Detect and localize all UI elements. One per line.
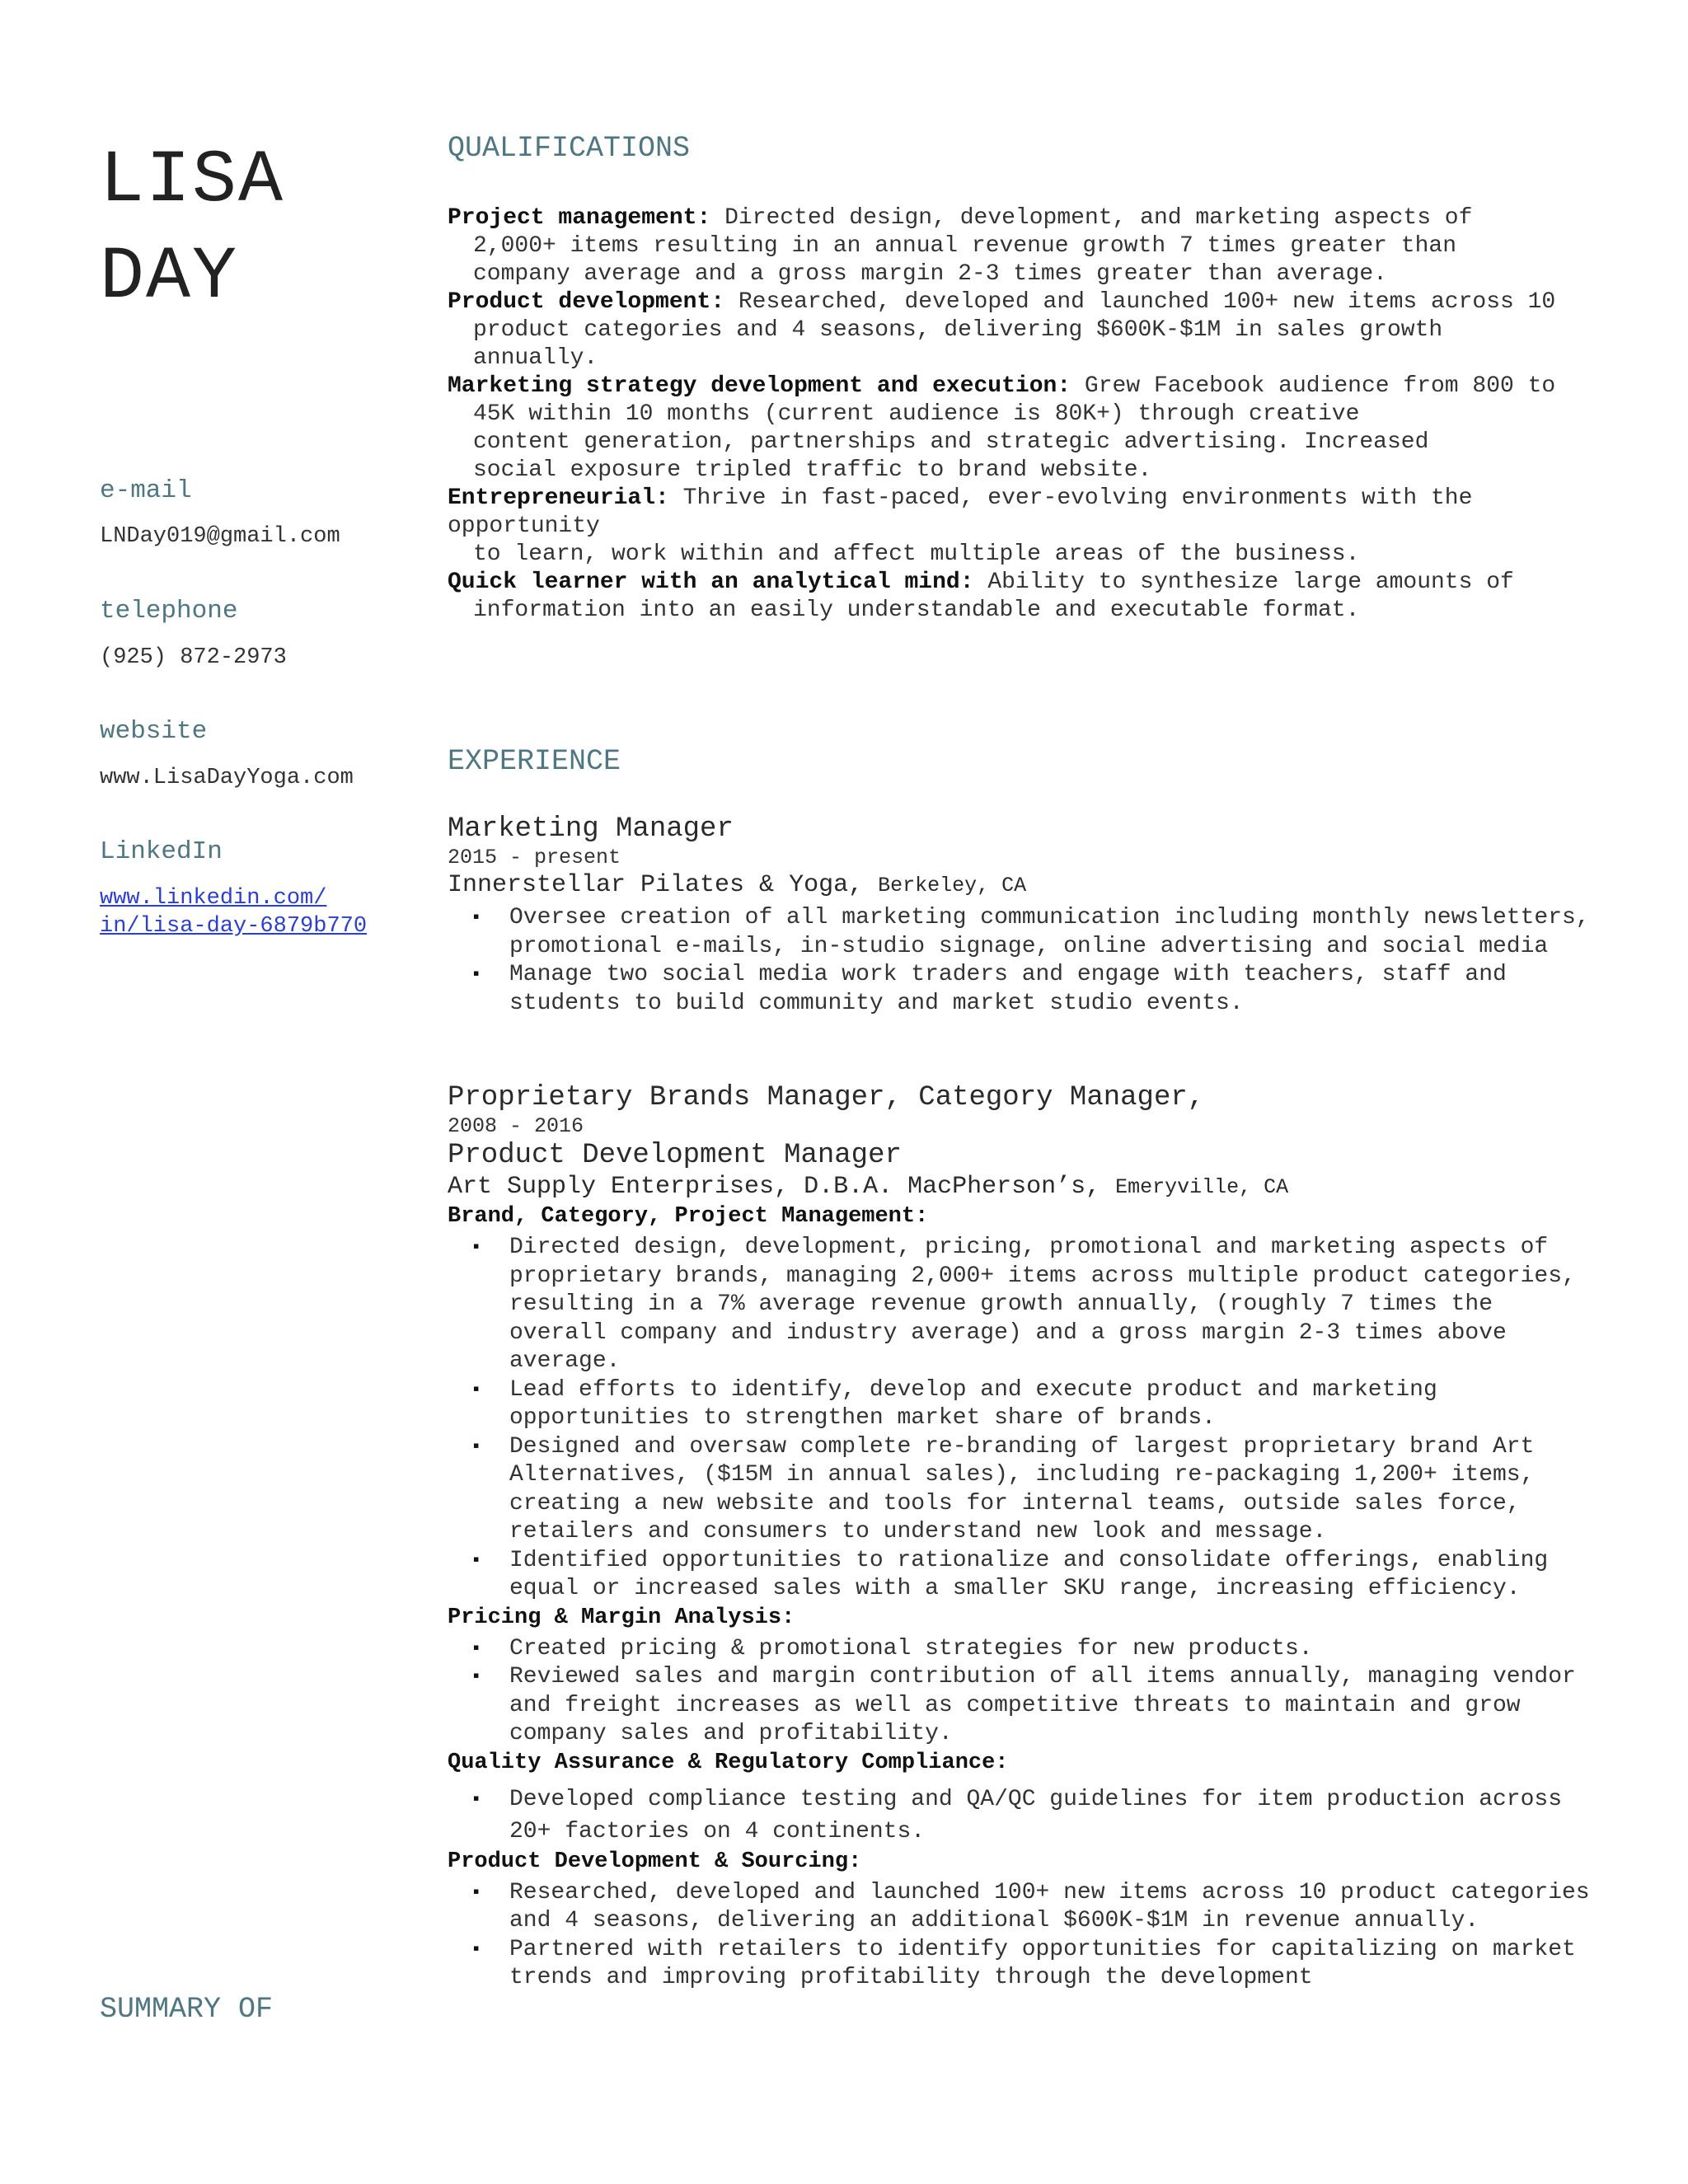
bullet-item: ▪ Created pricing & promotional strategies for new products.	[448, 1635, 1601, 1664]
job-bullets	[448, 1879, 1601, 1993]
subheading-product: Product Development & Sourcing:	[448, 1849, 862, 1874]
email-value: LNDay019@gmail.com	[100, 524, 340, 549]
summary-heading: SUMMARY OF	[100, 1993, 274, 2026]
job-company	[448, 1172, 1601, 1202]
qualification-label: Product development:	[448, 289, 725, 315]
qualification-label: Marketing strategy development and execution:	[448, 373, 1071, 399]
bullet-item: ▪ Researched, developed and launched 100+ new items across 10 product categories and 4 seasons, delivering an additional $600K-$1M in revenue annually.	[448, 1879, 1601, 1936]
qualification-cont: 2,000+ items resulting in an annual revenue growth 7 times greater than	[473, 233, 1456, 259]
qualification-text: Ability to synthesize large amounts of	[973, 569, 1514, 595]
bullet-item: ▪ Manage two social media work traders and engage with teachers, staff and students to build community and market studio events.	[448, 961, 1601, 1018]
linkedin-link-line1: www.linkedin.com/	[100, 886, 327, 911]
qualifications-heading: QUALIFICATIONS	[448, 132, 691, 165]
bullet-item: ▪ Designed and oversaw complete re-branding of largest proprietary brand Art Alternatives, ($15M in annual sales), including re-packaging 1,200+ items, creating a new website and tools for internal teams, outside sales force, retailers and consumers to understand new look and message.	[448, 1433, 1601, 1547]
qualification-cont: company average and a gross margin 2-3 times greater than average.	[473, 261, 1387, 287]
qualification-text: Directed design, development, and marketing aspects of	[710, 205, 1473, 231]
qualification-text: Researched, developed and launched 100+ new items across 10	[724, 289, 1556, 315]
candidate-name	[100, 134, 284, 326]
bullet-item: ▪ Identified opportunities to rationalize and consolidate offerings, enabling equal or increased sales with a smaller SKU range, increasing efficiency.	[448, 1547, 1601, 1604]
qualification-item	[448, 204, 1601, 288]
company-location: Berkeley, CA	[878, 874, 1027, 898]
bullet-item: ▪ Partnered with retailers to identify opportunities for capitalizing on market trends and improving profitability through the development	[448, 1936, 1601, 1993]
job-dates: 2008 - 2016	[448, 1114, 584, 1138]
email-label: e-mail	[100, 476, 192, 505]
job-bullets	[448, 1234, 1601, 1604]
job-title: Marketing Manager	[448, 813, 734, 845]
subheading-quality: Quality Assurance & Regulatory Compliance:	[448, 1750, 1009, 1775]
bullet-item: ▪ Oversee creation of all marketing communication including monthly newsletters, promotional e-mails, in-studio signage, online advertising and social media	[448, 904, 1601, 961]
bullet-item: ▪ Directed design, development, pricing, promotional and marketing aspects of proprietary brands, managing 2,000+ items across multiple product categories, resulting in a 7% average revenue growth annually, (roughly 7 times the overall company and industry average) and a gross margin 2-3 times above average.	[448, 1234, 1601, 1376]
job-title: Proprietary Brands Manager, Category Manager,	[448, 1082, 1205, 1113]
qualification-cont: annually.	[473, 345, 598, 371]
qualification-item	[448, 288, 1601, 373]
subheading-pricing: Pricing & Margin Analysis:	[448, 1605, 795, 1630]
qualification-cont: to learn, work within and affect multiple areas of the business.	[473, 541, 1360, 567]
job-2	[448, 1081, 1601, 1993]
qualification-item	[448, 373, 1601, 485]
qualification-label: Quick learner with an analytical mind:	[448, 569, 974, 595]
phone-label: telephone	[100, 597, 238, 626]
phone-value: (925) 872-2973	[100, 645, 287, 670]
job-company	[448, 870, 1601, 901]
company-name: Art Supply Enterprises, D.B.A. MacPherson’s,	[448, 1173, 1116, 1201]
qualification-text: Grew Facebook audience from 800 to	[1071, 373, 1556, 399]
qualification-cont: social exposure tripled traffic to brand website.	[473, 457, 1152, 483]
qualification-item	[448, 569, 1601, 625]
bullet-item: ▪ Lead efforts to identify, develop and execute product and marketing opportunities to strengthen market share of brands.	[448, 1376, 1601, 1433]
company-name: Innerstellar Pilates & Yoga,	[448, 871, 879, 899]
subheading-brand: Brand, Category, Project Management:	[448, 1204, 929, 1229]
qualification-cont: information into an easily understandable and executable format.	[473, 598, 1360, 623]
qualifications-list	[448, 204, 1601, 625]
job-bullets	[448, 904, 1601, 1018]
qualification-item	[448, 485, 1601, 569]
linkedin-link-line2: in/lisa-day-6879b770	[100, 914, 368, 939]
website-value: www.LisaDayYoga.com	[100, 766, 354, 790]
linkedin-link[interactable]	[100, 884, 367, 940]
first-name: LISA	[100, 139, 285, 223]
qualification-text: Thrive in fast-paced, ever-evolving environments with the opportunity	[448, 485, 1473, 539]
qualification-cont: 45K within 10 months (current audience is 80K+) through creative	[473, 401, 1360, 427]
last-name: DAY	[100, 236, 239, 320]
bullet-item: ▪ Reviewed sales and margin contribution of all items annually, managing vendor and freight increases as well as competitive threats to maintain and grow company sales and profitability.	[448, 1663, 1601, 1749]
experience-heading: EXPERIENCE	[448, 745, 621, 778]
job-bullets	[448, 1635, 1601, 1749]
linkedin-label: LinkedIn	[100, 837, 223, 866]
company-location: Emeryville, CA	[1115, 1175, 1289, 1199]
qualification-label: Entrepreneurial:	[448, 485, 669, 511]
job-dates: 2015 - present	[448, 846, 621, 869]
bullet-item: ▪ Developed compliance testing and QA/QC guidelines for item production across 20+ factories on 4 continents.	[448, 1783, 1601, 1848]
website-label: website	[100, 717, 208, 746]
qualification-label: Project management:	[448, 205, 711, 231]
qualification-cont: product categories and 4 seasons, delivering $600K-$1M in sales growth	[473, 317, 1443, 343]
job-title-line2: Product Development Manager	[448, 1140, 902, 1171]
job-1	[448, 813, 1601, 1018]
job-bullets	[448, 1783, 1601, 1848]
qualification-cont: content generation, partnerships and strategic advertising. Increased	[473, 429, 1429, 455]
